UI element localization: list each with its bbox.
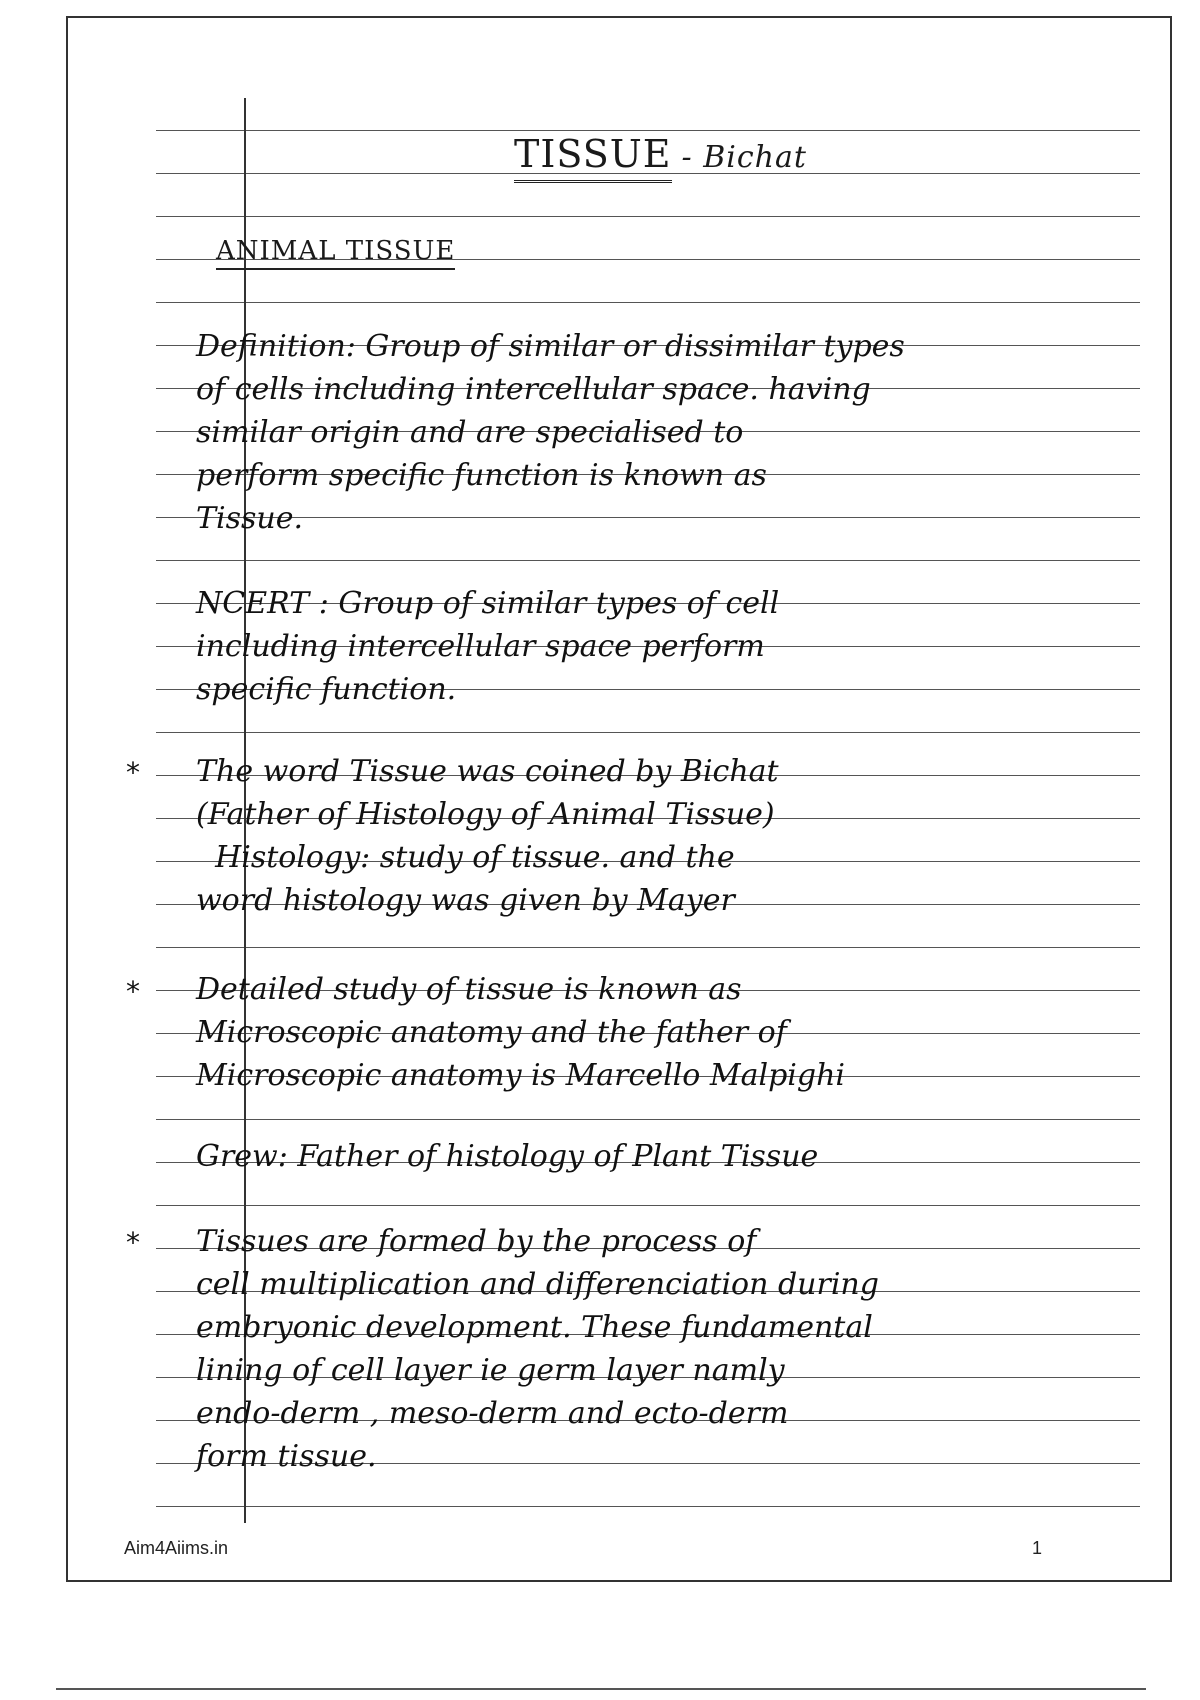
ncert-line: specific function. [196, 672, 457, 707]
definition-line: of cells including intercellular space. having [196, 372, 871, 407]
ruled-line [156, 1506, 1140, 1507]
ncert-line: including intercellular space perform [196, 629, 765, 664]
point-line: Microscopic anatomy and the father of [196, 1015, 787, 1050]
grew-line: Grew: Father of histology of Plant Tissue [196, 1139, 819, 1174]
footer-site: Aim4Aiims.in [124, 1538, 229, 1558]
bottom-divider [56, 1688, 1146, 1690]
point-line: form tissue. [196, 1439, 377, 1474]
definition-block [196, 325, 905, 540]
ncert-line: NCERT : Group of similar types of cell [196, 586, 780, 621]
point-line: Microscopic anatomy is Marcello Malpighi [196, 1058, 845, 1093]
title-main: TISSUE [514, 132, 672, 183]
ruled-line [156, 1205, 1140, 1206]
point-line: embryonic development. These fundamental [196, 1310, 873, 1345]
ruled-line [156, 947, 1140, 948]
point-block [196, 968, 845, 1097]
definition-line: similar origin and are specialised to [196, 415, 744, 450]
ruled-line [156, 130, 1140, 131]
ruled-line [156, 216, 1140, 217]
definition-line: perform specific function is known as [196, 458, 767, 493]
ncert-block [196, 582, 779, 711]
bullet-star-icon: * [126, 1226, 140, 1259]
point-line: endo-derm , meso-derm and ecto-derm [196, 1396, 789, 1431]
point-line: lining of cell layer ie germ layer namly [196, 1353, 785, 1388]
ruled-line [156, 732, 1140, 733]
title-sub: - Bichat [681, 140, 807, 175]
bullet-star-icon: * [126, 756, 140, 789]
point-line: word histology was given by Mayer [196, 883, 735, 918]
point-line: (Father of Histology of Animal Tissue) [196, 797, 775, 832]
page-number: 1 [1032, 1538, 1043, 1558]
point-line: cell multiplication and differenciation during [196, 1267, 879, 1302]
ruled-line [156, 1119, 1140, 1120]
point-line: Detailed study of tissue is known as [196, 972, 742, 1007]
point-block [196, 750, 779, 922]
ruled-line [156, 302, 1140, 303]
point-line: The word Tissue was coined by Bichat [196, 754, 779, 789]
point-line: Tissues are formed by the process of [196, 1224, 757, 1259]
point-block [196, 1220, 879, 1478]
definition-line: Definition: Group of similar or dissimilar types [196, 329, 905, 364]
page-title [514, 132, 807, 176]
ruled-line [156, 560, 1140, 561]
definition-line: Tissue. [196, 501, 304, 536]
bullet-star-icon: * [126, 975, 140, 1008]
point-line: Histology: study of tissue. and the [196, 840, 735, 875]
grew-block [196, 1135, 818, 1178]
section-heading: ANIMAL TISSUE [216, 236, 455, 270]
